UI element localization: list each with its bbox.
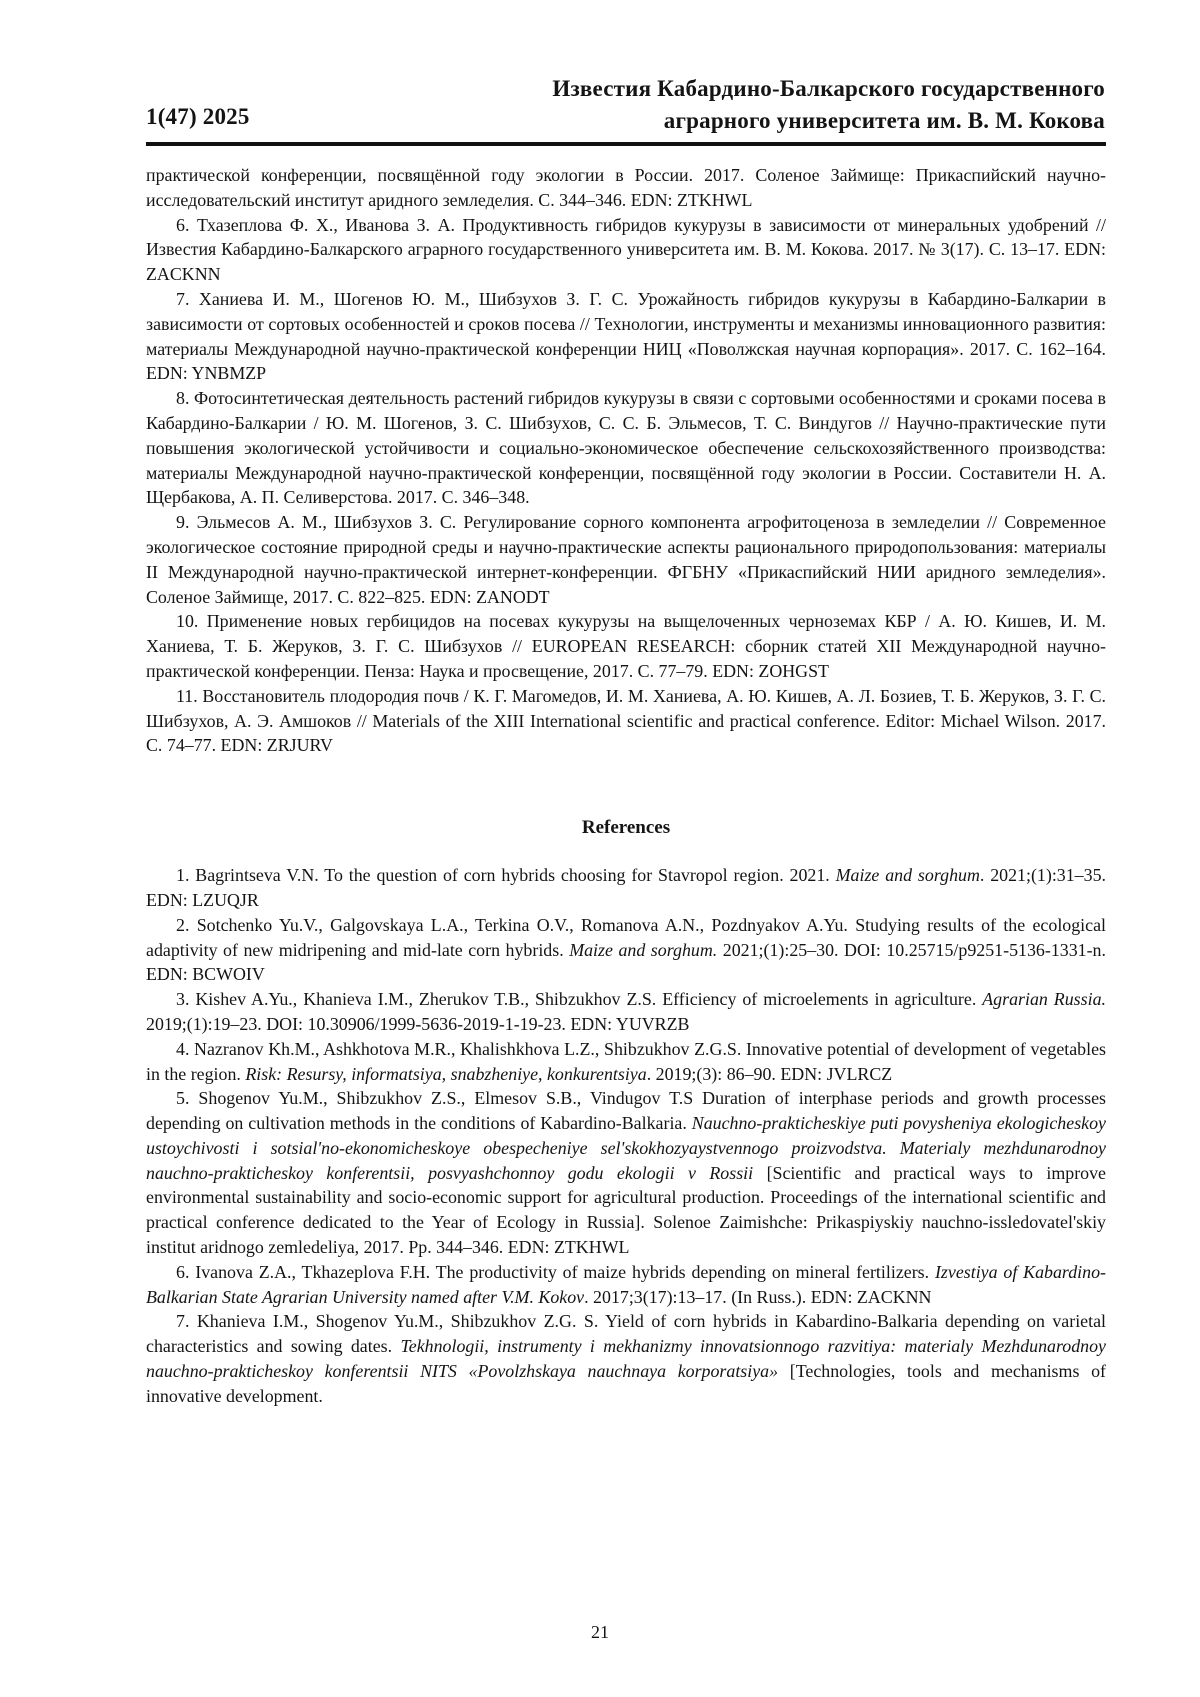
ref-en-2 [146, 913, 1106, 987]
ref-en-7-details: [Technologies, tools and mechanisms of innovative development. [146, 1361, 1106, 1406]
ref-en-3-source: Agrarian Russia. [982, 989, 1106, 1009]
ref-en-7 [146, 1309, 1106, 1408]
ref-ru-7: 7. Ханиева И. М., Шогенов Ю. М., Шибзухов З. Г. С. Урожайность гибридов кукурузы в Кабардино-Балкарии в зависимости от сортовых особенностей и сроков посева // Технологии, инструменты и механизмы инновационного развития: материалы Международной научно-практической конференции НИЦ «Поволжская научная корпорация». 2017. С. 162–164. EDN: YNBMZP [146, 287, 1106, 386]
ref-en-6-details: . 2017;3(17):13–17. (In Russ.). EDN: ZACKNN [584, 1287, 931, 1307]
ref-en-6 [146, 1260, 1106, 1310]
ref-en-2-details: 2021;(1):25–30. DOI: 10.25715/p9251-5136-1331-n. EDN: BCWOIV [146, 940, 1106, 985]
ref-ru-11: 11. Восстановитель плодородия почв / К. Г. Магомедов, И. М. Ханиева, А. Ю. Кишев, А. Л. Бозиев, Т. Б. Жеруков, З. Г. С. Шибзухов, А. Э. Амшоков // Materials of the XIII International scientific and practical conference. Editor: Michael Wilson. 2017. С. 74–77. EDN: ZRJURV [146, 684, 1106, 758]
ref-en-3-details: 2019;(1):19–23. DOI: 10.30906/1999-5636-2019-1-19-23. EDN: YUVRZB [146, 1014, 689, 1034]
journal-title [552, 73, 1105, 137]
ref-ru-9: 9. Эльмесов А. М., Шибзухов З. С. Регулирование сорного компонента агрофитоценоза в земледелии // Современное экологическое состояние природной среды и научно-практические аспекты рационального природопользования: материалы II Международной научно-практической интернет-конференции. ФГБНУ «Прикаспийский НИИ аридного земледелия». Соленое Займище, 2017. С. 822–825. EDN: ZANODT [146, 510, 1106, 609]
ref-en-7-text: 7. Khanieva I.M., Shogenov Yu.M., Shibzukhov Z.G. S. Yield of corn hybrids in Kabardino-Balkaria depending on varietal characteristics and sowing dates. [146, 1311, 1106, 1356]
journal-title-line1: Известия Кабардино-Балкарского государственного [552, 73, 1105, 105]
page-header [0, 0, 1200, 150]
ref-ru-8: 8. Фотосинтетическая деятельность растений гибридов кукурузы в связи с сортовыми особенностями и сроками посева в Кабардино-Балкарии / Ю. М. Шогенов, З. С. Шибзухов, С. С. Б. Эльмесов, Т. С. Виндугов // Научно-практические пути повышения экологической устойчивости и социально-экономическое обеспечение сельскохозяйственного производства: материалы Международной научно-практической конференции, посвящённой году экологии в России. Составители Н. А. Щербакова, А. П. Селиверстова. 2017. С. 346–348. [146, 386, 1106, 510]
ref-ru-5-continued: практической конференции, посвящённой году экологии в России. 2017. Соленое Займище: Прикаспийский научно-исследовательский институт аридного земледелия. С. 344–346. EDN: ZTKHWL [146, 163, 1106, 213]
ref-en-5 [146, 1086, 1106, 1260]
ref-en-2-source: Maize and sorghum. [569, 940, 717, 960]
ref-en-4-source: Risk: Resursy, informatsiya, snabzheniye, konkurentsiya [245, 1064, 646, 1084]
ref-en-2-text: 2. Sotchenko Yu.V., Galgovskaya L.A., Terkina O.V., Romanova A.N., Pozdnyakov A.Yu. Studying results of the ecological adaptivity of new midripening and mid-late corn hybrids. [146, 915, 1106, 960]
ref-en-5-text: 5. Shogenov Yu.M., Shibzukhov Z.S., Elmesov S.B., Vindugov T.S Duration of interphase periods and growth processes depending on cultivation methods in the conditions of Kabardino-Balkaria. [146, 1088, 1106, 1133]
ref-en-1-source: Maize and sorghum [836, 865, 980, 885]
references-content [146, 163, 1106, 1409]
issue-number: 1(47) 2025 [146, 104, 250, 130]
ref-en-6-source: Izvestiya of Kabardino-Balkarian State Agrarian University named after V.M. Kokov [146, 1262, 1106, 1307]
ref-en-5-details: [Scientific and practical ways to improve environmental sustainability and socio-economic support for agricultural production. Proceedings of the international scientific and practical conference dedicated to the Year of Ecology in Russia]. Solenoe Zaimishche: Prikaspiyskiy nauchno-issledovatel'skiy institut aridnogo zemledeliya, 2017. Pp. 344–346. EDN: ZTKHWL [146, 1163, 1106, 1257]
ref-en-1 [146, 863, 1106, 913]
ref-en-7-source: Tekhnologii, instrumenty i mekhanizmy innovatsionnogo razvitiya: materialy Mezhdunarodnoy nauchno-prakticheskoy konferentsii NITS «Povolzhskaya nauchnaya korporatsiya» [146, 1336, 1106, 1381]
ref-en-4-text: 4. Nazranov Kh.M., Ashkhotova M.R., Khalishkhova L.Z., Shibzukhov Z.G.S. Innovative potential of development of vegetables in the region. [146, 1039, 1106, 1084]
ref-en-1-text: 1. Bagrintseva V.N. To the question of corn hybrids choosing for Stavropol region. 2021. [176, 865, 836, 885]
ref-ru-6: 6. Тхазеплова Ф. Х., Иванова З. А. Продуктивность гибридов кукурузы в зависимости от минеральных удобрений // Известия Кабардино-Балкарского аграрного государственного университета им. В. М. Кокова. 2017. № 3(17). С. 13–17. EDN: ZACKNN [146, 213, 1106, 287]
references-heading: References [146, 815, 1106, 841]
ref-ru-10: 10. Применение новых гербицидов на посевах кукурузы на выщелоченных черноземах КБР / А. Ю. Кишев, И. М. Ханиева, Т. Б. Жеруков, З. Г. С. Шибзухов // EUROPEAN RESEARCH: сборник статей XII Международной научно-практической конференции. Пенза: Наука и просвещение, 2017. С. 77–79. EDN: ZOHGST [146, 609, 1106, 683]
ref-en-3-text: 3. Kishev A.Yu., Khanieva I.M., Zherukov T.B., Shibzukhov Z.S. Efficiency of microelements in agriculture. [176, 989, 982, 1009]
ref-en-4-details: . 2019;(3): 86–90. EDN: JVLRCZ [647, 1064, 893, 1084]
ref-en-1-details: . 2021;(1):31–35. EDN: LZUQJR [146, 865, 1106, 910]
ref-en-4 [146, 1037, 1106, 1087]
page-number: 21 [0, 1622, 1200, 1643]
journal-title-line2: аграрного университета им. В. М. Кокова [552, 105, 1105, 137]
ref-en-6-text: 6. Ivanova Z.A., Tkhazeplova F.H. The productivity of maize hybrids depending on mineral fertilizers. [176, 1262, 935, 1282]
ref-en-5-source: Nauchno-prakticheskiye puti povysheniya ekologicheskoy ustoychivosti i sotsial'no-ekonomicheskoye obespecheniye sel'skokhozyaystvennogo proizvodstva. Materialy mezhdunarodnoy nauchno-prakticheskoy konferentsii, posvyashchonnoy godu ekologii v Rossii [146, 1113, 1106, 1183]
header-rule [146, 142, 1106, 146]
ref-en-3 [146, 987, 1106, 1037]
